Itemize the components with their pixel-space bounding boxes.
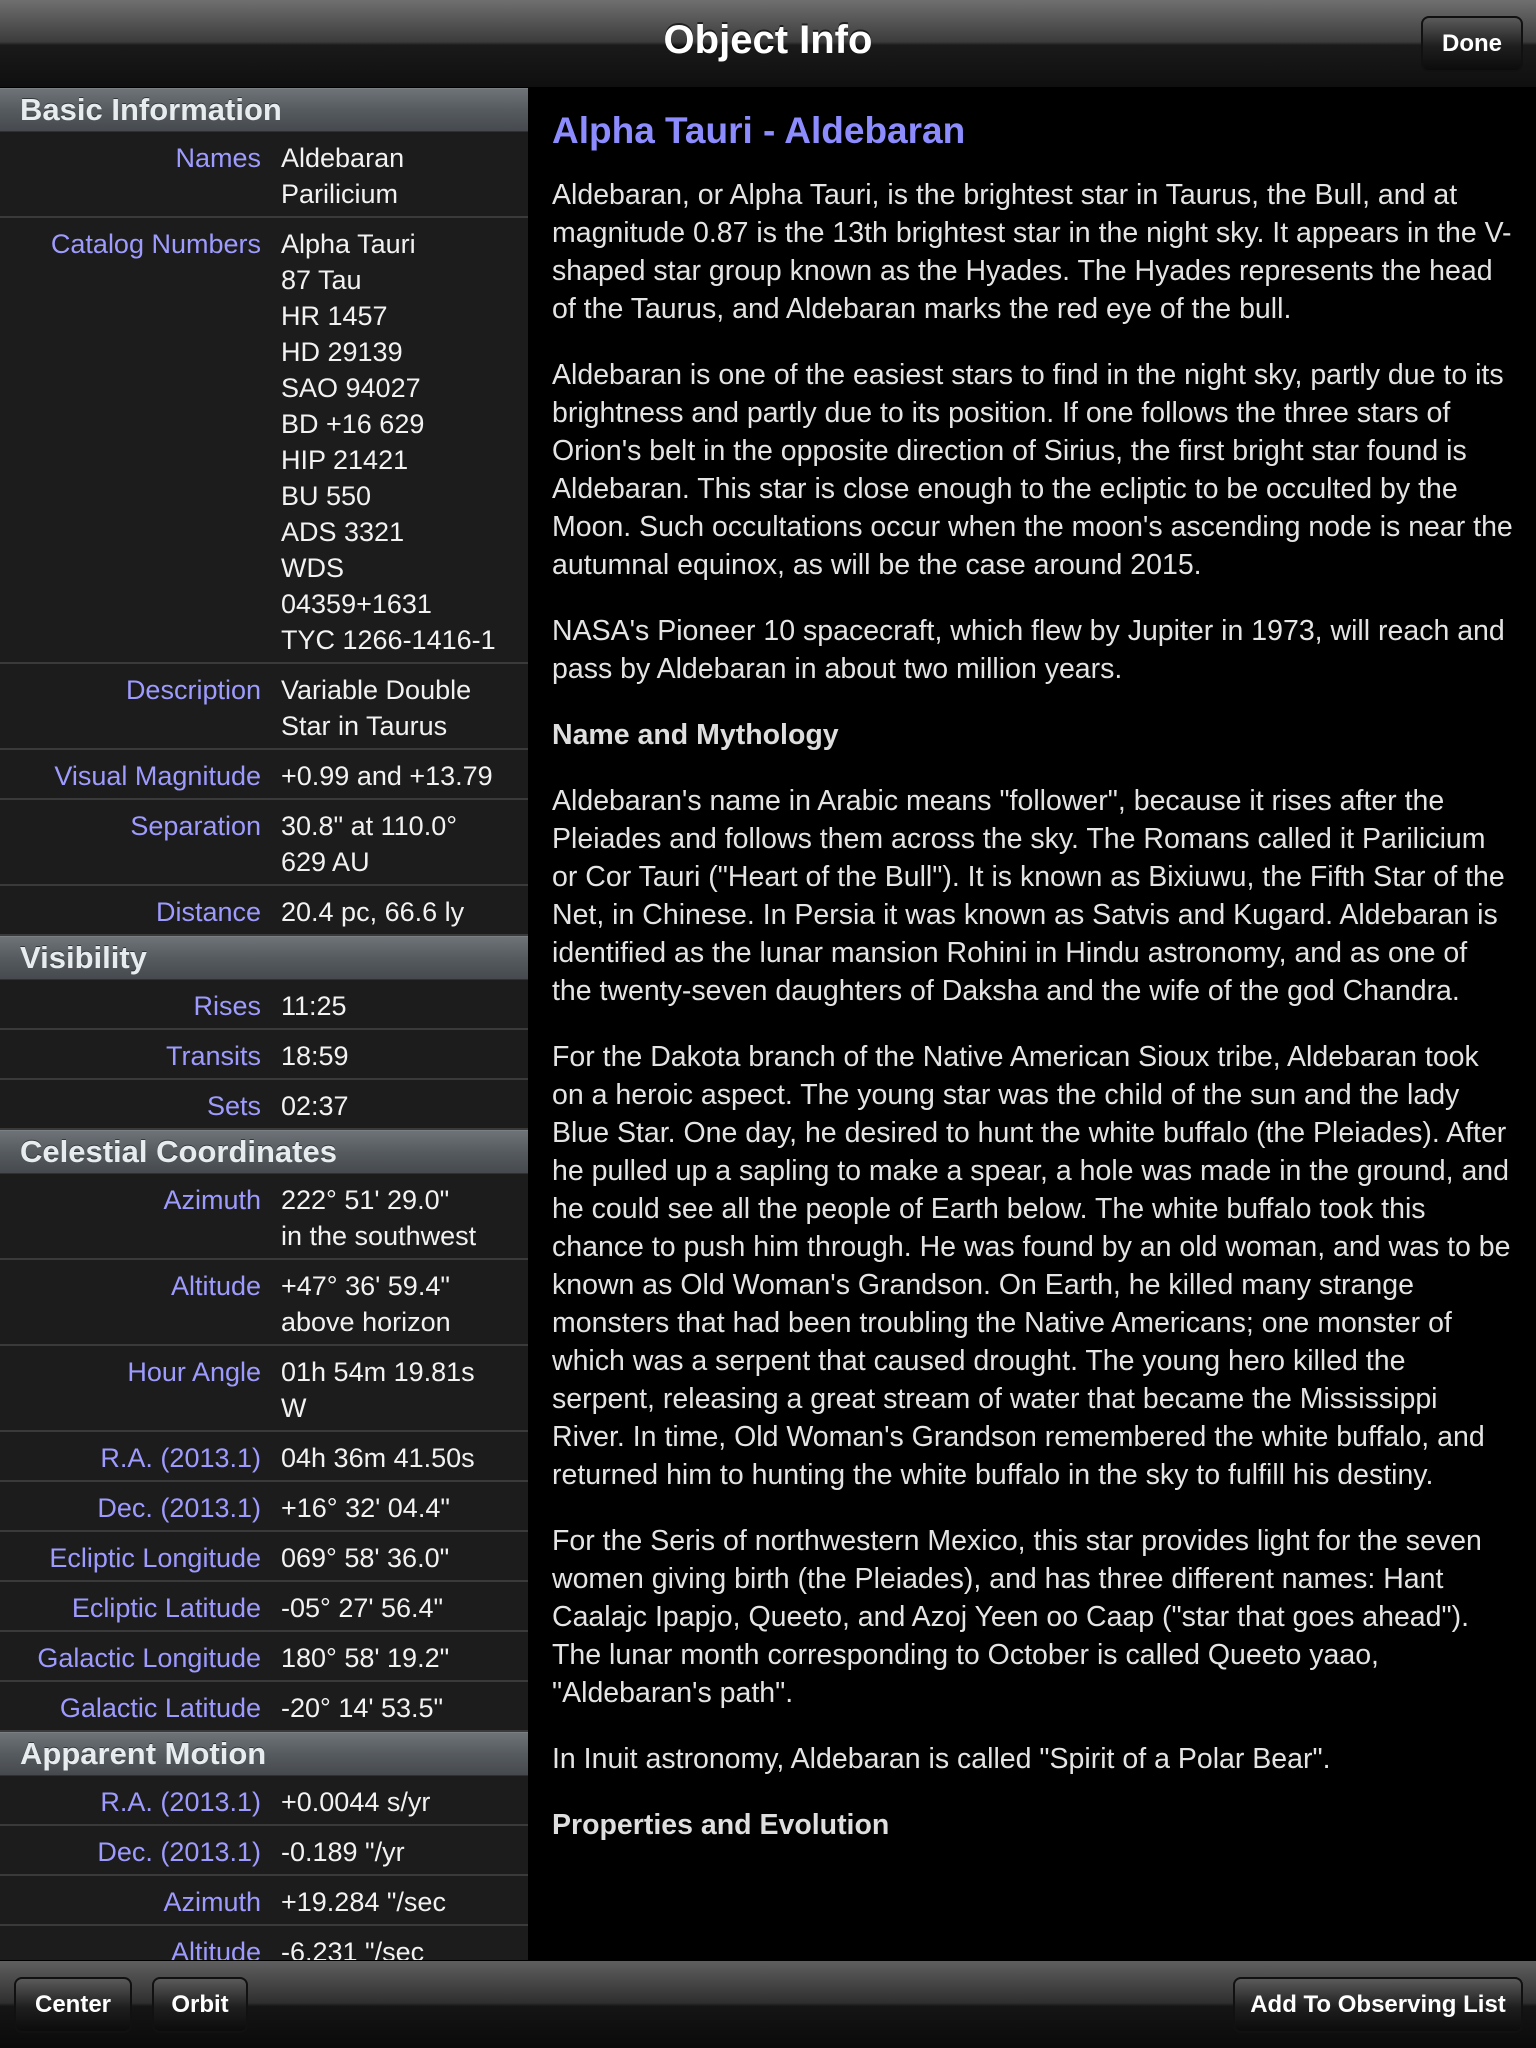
description-paragraph: Aldebaran, or Alpha Tauri, is the brightest star in Taurus, the Bull, and at magnitude 0.87 is the 13th brightest star in the night sky. It appears in the V-shaped star group known as the Hyades. The Hyades represents the head of the Taurus, and Aldebaran marks the red eye of the bull. [552,179,1512,325]
info-row-label: Distance [155,897,261,927]
info-row [0,1826,528,1876]
description-heading: Name and Mythology [552,719,839,751]
description-paragraph: Aldebaran is one of the easiest stars to find in the night sky, partly due to its brightness and partly due to its position. If one follows the three stars of Orion's belt in the opposite direction of Sirius, the first bright star found is Aldebaran. This star is close enough to the ecliptic to be occulted by the Moon. Such occultations occur when the moon's ascending node is near the autumnal equinox, as will be the case around 2015. [552,359,1513,581]
info-row-values [261,1490,528,1526]
info-row-values [261,1690,528,1726]
info-row-value: BD +16 629 [281,409,425,439]
info-row-values [261,758,528,794]
info-row [0,1030,528,1080]
object-title: Alpha Tauri - Aldebaran [552,110,966,151]
info-row [0,1632,528,1682]
info-row-value: 222° 51' 29.0" [281,1185,450,1215]
info-row-value: above horizon [281,1307,451,1337]
info-row [0,800,528,886]
section-header: Visibility [0,936,528,980]
info-row-value: HIP 21421 [281,445,409,475]
info-row-values [261,1088,528,1124]
info-row-value: +0.0044 s/yr [281,1787,431,1817]
info-row-label: Dec. (2013.1) [97,1837,261,1867]
info-row-label: Rises [193,991,261,1021]
info-row-value: ADS 3321 [281,517,405,547]
info-row-value: +19.284 "/sec [281,1887,446,1917]
info-row-values [261,988,528,1024]
orbit-button[interactable]: Orbit [152,1977,248,2033]
add-to-observing-list-button[interactable]: Add To Observing List [1233,1977,1523,2033]
info-row-value: Aldebaran [281,143,405,173]
info-row-values [261,1834,528,1870]
info-row [0,1260,528,1346]
info-row-value: SAO 94027 [281,373,421,403]
info-row-label: Dec. (2013.1) [97,1493,261,1523]
description-paragraph: In Inuit astronomy, Aldebaran is called "Spirit of a Polar Bear". [552,1743,1331,1775]
info-row-values [261,140,528,212]
info-row-label: Hour Angle [127,1357,261,1387]
info-row-label: Catalog Numbers [50,229,261,259]
info-row [0,132,528,218]
info-row-value: +16° 32' 04.4" [281,1493,450,1523]
info-row-value: 180° 58' 19.2" [281,1643,450,1673]
info-row-values [261,1540,528,1576]
info-row-value: WDS [281,553,344,583]
description-paragraph: NASA's Pioneer 10 spacecraft, which flew by Jupiter in 1973, will reach and pass by Aldebaran in about two million years. [552,615,1505,685]
page-title: Object Info [663,18,873,62]
info-row-value: 87 Tau [281,265,362,295]
description-body [552,176,1514,1844]
info-row-values [261,894,528,930]
info-row-values [261,226,528,658]
info-row [0,218,528,664]
info-row-label: Names [175,143,261,173]
info-row [0,980,528,1030]
info-row-label: Azimuth [163,1185,261,1215]
info-row-label: Ecliptic Latitude [71,1593,261,1623]
info-row-values [261,1640,528,1676]
info-row-label: R.A. (2013.1) [100,1443,261,1473]
info-row-label: Visual Magnitude [54,761,261,791]
info-row [0,1926,528,1960]
info-row-value: 18:59 [281,1041,349,1071]
info-row [0,1532,528,1582]
bottom-toolbar [0,1960,1536,2048]
info-row-label: Altitude [170,1271,261,1301]
info-row-value: 30.8" at 110.0° [281,811,458,841]
info-row-value: in the southwest [281,1221,477,1251]
info-row-value: 04h 36m 41.50s [281,1443,475,1473]
info-row-value: -20° 14' 53.5" [281,1693,444,1723]
info-row-label: R.A. (2013.1) [100,1787,261,1817]
description-paragraph: For the Seris of northwestern Mexico, this star provides light for the seven women giving birth (the Pleiades), and has three different names: Hant Caalajc Ipapjo, Queeto, and Azoj Yeen oo Caap ("star that goes ahead"). The lunar month corresponding to October is called Queeto yaao, "Aldebaran's path". [552,1525,1482,1709]
info-row-label: Azimuth [163,1887,261,1917]
info-row-label: Galactic Latitude [59,1693,261,1723]
info-row-values [261,1884,528,1920]
info-row-value: -05° 27' 56.4" [281,1593,444,1623]
info-row-value: 02:37 [281,1091,349,1121]
info-row-values [261,1440,528,1476]
info-row-value: +47° 36' 59.4" [281,1271,450,1301]
info-row [0,1174,528,1260]
info-row-values [261,672,528,744]
info-row-values [261,808,528,880]
info-row-label: Ecliptic Longitude [49,1543,261,1573]
info-row [0,1682,528,1732]
info-row-label: Altitude [170,1937,261,1960]
description-panel[interactable] [528,88,1536,1960]
info-row-value: HD 29139 [281,337,403,367]
info-row [0,1432,528,1482]
info-row-value: 069° 58' 36.0" [281,1543,450,1573]
info-row-value: 629 AU [281,847,370,877]
info-row-value: W [281,1393,307,1423]
info-row [0,1080,528,1130]
info-row-label: Description [125,675,261,705]
section-header: Celestial Coordinates [0,1130,528,1174]
info-row [0,1346,528,1432]
info-row [0,664,528,750]
info-row-value: 04359+1631 [281,589,432,619]
info-row-value: Variable Double [281,675,472,705]
info-row-label: Sets [206,1091,261,1121]
info-row-values [261,1934,528,1960]
info-row [0,1876,528,1926]
navigation-bar [0,0,1536,88]
info-row-value: HR 1457 [281,301,388,331]
info-row-value: +0.99 and +13.79 [281,761,493,791]
info-panel[interactable] [0,88,528,1960]
info-row [0,750,528,800]
info-row-value: -0.189 "/yr [281,1837,405,1867]
info-row-value: TYC 1266-1416-1 [281,625,496,655]
info-row-value: Star in Taurus [281,711,448,741]
info-row [0,1776,528,1826]
info-row [0,886,528,936]
info-row-values [261,1268,528,1340]
section-header: Basic Information [0,88,528,132]
info-row-label: Separation [130,811,261,841]
section-header: Apparent Motion [0,1732,528,1776]
info-row-values [261,1038,528,1074]
info-row-value: 20.4 pc, 66.6 ly [281,897,465,927]
done-button[interactable]: Done [1421,16,1523,72]
info-row-values [261,1354,528,1426]
info-row-value: -6.231 "/sec [281,1937,425,1960]
info-row-value: Alpha Tauri [281,229,416,259]
info-row-values [261,1784,528,1820]
info-row-value: BU 550 [281,481,372,511]
description-heading: Properties and Evolution [552,1809,890,1841]
info-row-value: Parilicium [281,179,399,209]
info-row-label: Galactic Longitude [37,1643,261,1673]
info-row [0,1482,528,1532]
info-row-value: 01h 54m 19.81s [281,1357,475,1387]
description-paragraph: Aldebaran's name in Arabic means "follower", because it rises after the Pleiades and follows them across the sky. The Romans called it Parilicium or Cor Tauri ("Heart of the Bull"). It is known as Bixiuwu, the Fifth Star of the Net, in Chinese. In Persia it was known as Satvis and Kugard. Aldebaran is identified as the lunar mansion Rohini in Hindu astronomy, and as one of the twenty-seven daughters of Daksha and the wife of the god Chandra. [552,785,1505,1007]
info-row-label: Transits [165,1041,261,1071]
info-row-value: 11:25 [281,991,347,1021]
info-row-values [261,1590,528,1626]
center-button[interactable]: Center [14,1977,132,2033]
info-row [0,1582,528,1632]
info-row-values [261,1182,528,1254]
description-paragraph: For the Dakota branch of the Native American Sioux tribe, Aldebaran took on a heroic aspect. The young star was the child of the sun and the lady Blue Star. One day, he desired to hunt the white buffalo (the Pleiades). After he pulled up a sapling to make a spear, a hole was made in the ground, and he could see all the people of Earth below. The white buffalo took this chance to push him through. He was found by an old woman, and was to be known as Old Woman's Grandson. On Earth, he killed many strange monsters that had been troubling the Native Americans; one monster of which was a serpent that caused drought. The young hero killed the serpent, releasing a great stream of water that became the Mississippi River. In time, Old Woman's Grandson remembered the white buffalo, and returned him to hunting the white buffalo in the sky to fulfill his destiny. [552,1041,1511,1491]
